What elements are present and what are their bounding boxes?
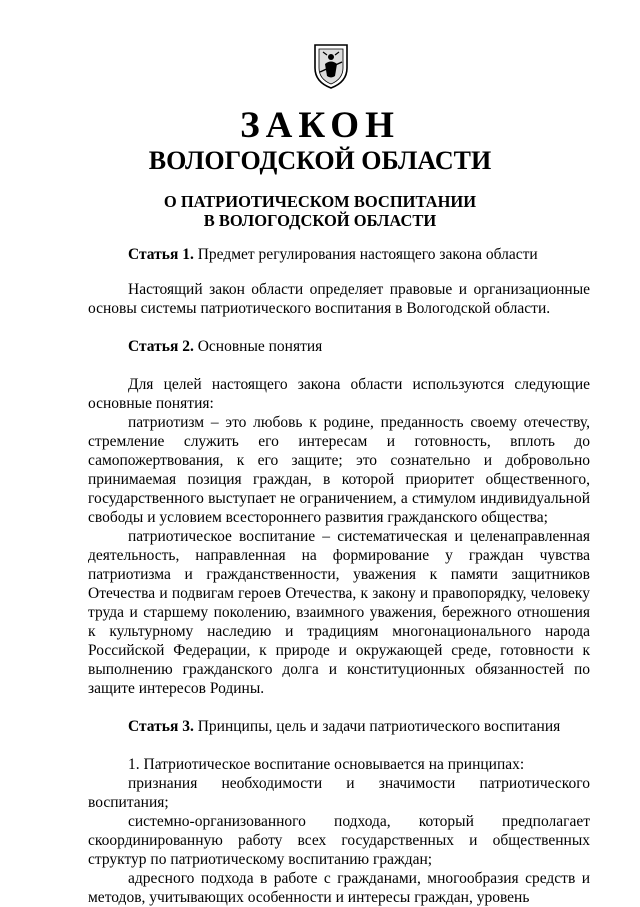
article-3-paragraph-1: 1. Патриотическое воспитание основывается на принципах: [128, 756, 525, 773]
article-3-paragraph-3: системно-организованного подхода, который предполагает скоординированную работу всех государственных и общественных структур по патриотическому воспитанию граждан; [88, 813, 590, 868]
law-body [88, 245, 590, 907]
subtitle-line-2: В ВОЛОГОДСКОЙ ОБЛАСТИ [203, 211, 437, 230]
article-1-title: Предмет регулирования настоящего закона области [193, 246, 538, 263]
article-1-heading [88, 245, 590, 264]
law-title: ЗАКОН [240, 105, 400, 146]
law-subtitle [0, 192, 640, 230]
article-2-title: Основные понятия [193, 338, 323, 355]
coat-of-arms-icon [311, 42, 351, 90]
article-2-heading [88, 337, 590, 356]
article-1-number: Статья 1. [128, 246, 194, 263]
article-2-paragraph-2: патриотизм – это любовь к родине, преданность своему отечеству, стремление служить его интересам и готовность, вплоть до самопожертвования, к его защите; это сознательно и добровольно принимаемая позиция граждан, в которой приоритет общественного, государственного выступает не ограничением, а стимулом индивидуальной свободы и условием всестороннего развития гражданского общества; [88, 414, 590, 526]
article-2-paragraph-3: патриотическое воспитание – систематическая и целенаправленная деятельность, направленная на формирование у граждан чувства патриотизма и гражданственности, уважения к памяти защитников Отечества и подвигам героев Отечества, к закону и правопорядку, человеку труда и старшему поколению, взаимного уважения, бережного отношения к культурному наследию и традициям многонационального народа Российской Федерации, к природе и окружающей среде, готовности к выполнению гражданского долга и конституционных обязанностей по защите интересов Родины. [88, 528, 590, 697]
article-3-paragraph-2: признания необходимости и значимости патриотического воспитания; [88, 775, 590, 811]
article-3-paragraph-4: адресного подхода в работе с гражданами, многообразия средств и методов, учитывающих особенности и интересы граждан, уровень [88, 870, 590, 906]
article-2-paragraph-1: Для целей настоящего закона области используются следующие основные понятия: [88, 376, 590, 412]
region-title: ВОЛОГОДСКОЙ ОБЛАСТИ [148, 146, 492, 175]
article-3-number: Статья 3. [128, 718, 194, 735]
article-2-number: Статья 2. [128, 338, 194, 355]
article-1-paragraph-1: Настоящий закон области определяет правовые и организационные основы системы патриотического воспитания в Вологодской области. [88, 281, 590, 317]
article-3-heading [88, 717, 590, 736]
article-3-title: Принципы, цель и задачи патриотического воспитания [193, 718, 561, 735]
subtitle-line-1: О ПАТРИОТИЧЕСКОМ ВОСПИТАНИИ [163, 192, 477, 211]
